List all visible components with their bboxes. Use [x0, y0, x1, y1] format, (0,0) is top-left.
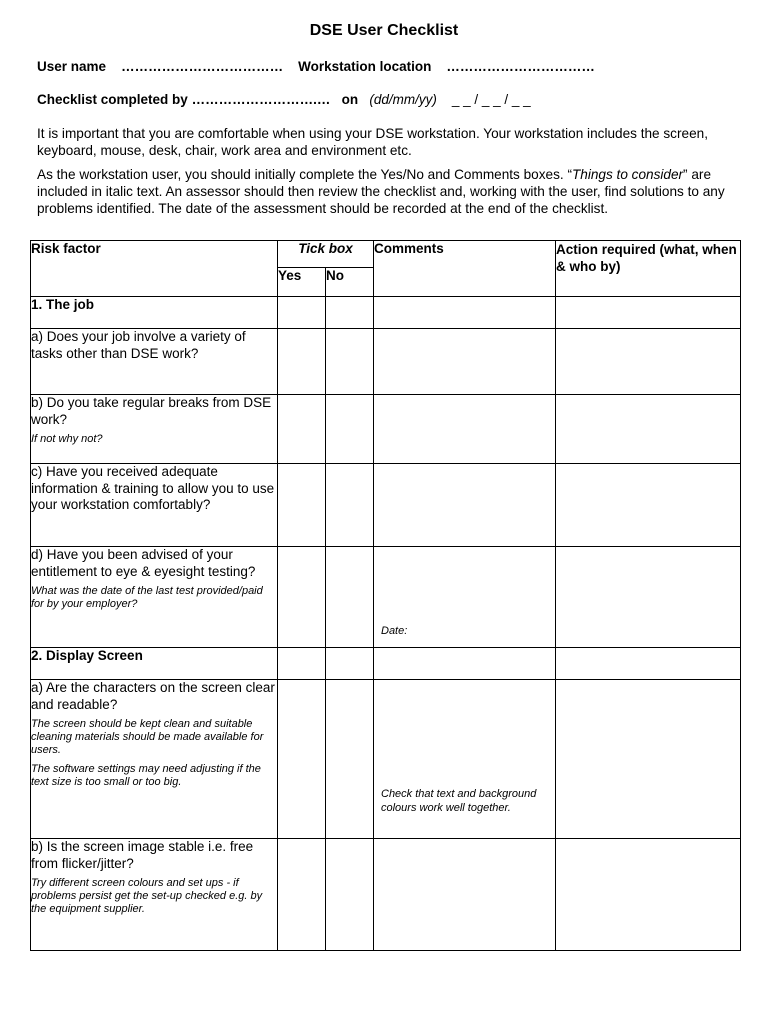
comments-cell[interactable] — [374, 680, 556, 839]
no-cell[interactable] — [326, 464, 374, 547]
question-text: c) Have you received adequate information & training to allow you to use your workstation comfortably? — [31, 464, 278, 547]
action-cell[interactable] — [556, 395, 741, 464]
user-name-field[interactable]: ……………………………… — [121, 59, 284, 74]
table-row — [31, 547, 741, 648]
question-cell — [31, 839, 278, 951]
action-cell[interactable] — [556, 297, 741, 329]
table-row — [31, 329, 741, 395]
table-row — [31, 464, 741, 547]
question-hint: Try different screen colours and set ups - if problems persist get the set-up checked e.g. by the equipment supplier. — [31, 877, 263, 915]
no-cell[interactable] — [326, 680, 374, 839]
header-comments: Comments — [374, 241, 556, 297]
no-cell[interactable] — [326, 297, 374, 329]
table-row — [31, 297, 741, 329]
table-row — [31, 839, 741, 951]
header-action-required: Action required (what, when & who by) — [556, 241, 741, 297]
yes-cell[interactable] — [278, 648, 326, 680]
checklist-table — [30, 240, 741, 951]
header-risk-factor: Risk factor — [31, 241, 278, 297]
workstation-label: Workstation location — [298, 59, 432, 74]
section-heading: 1. The job — [31, 297, 278, 329]
question-cell — [31, 547, 278, 648]
action-cell[interactable] — [556, 839, 741, 951]
table-row — [31, 395, 741, 464]
yes-cell[interactable] — [278, 839, 326, 951]
yes-cell[interactable] — [278, 329, 326, 395]
table-row — [31, 680, 741, 839]
header-tick-box: Tick box — [278, 241, 374, 268]
comments-cell[interactable] — [374, 297, 556, 329]
question-cell — [31, 395, 278, 464]
no-cell[interactable] — [326, 547, 374, 648]
comment-note: Date: — [381, 625, 408, 637]
user-name-label: User name — [37, 59, 107, 74]
page-title: DSE User Checklist — [309, 22, 459, 39]
comments-cell[interactable] — [374, 329, 556, 395]
comments-cell[interactable] — [374, 464, 556, 547]
question-text: b) Do you take regular breaks from DSE work? — [31, 395, 272, 427]
completed-label: Checklist completed by — [37, 92, 188, 107]
yes-cell[interactable] — [278, 680, 326, 839]
no-cell[interactable] — [326, 329, 374, 395]
workstation-field[interactable]: …………………………… — [446, 59, 595, 74]
comments-cell[interactable] — [374, 395, 556, 464]
yes-cell[interactable] — [278, 297, 326, 329]
action-cell[interactable] — [556, 464, 741, 547]
comment-note: Check that text and background colours work well together. — [381, 788, 537, 814]
header-yes: Yes — [278, 268, 326, 297]
question-hint: What was the date of the last test provided/paid for by your employer? — [31, 585, 263, 610]
question-hint: If not why not? — [31, 433, 103, 445]
completed-line — [37, 92, 531, 107]
completed-by-field[interactable]: ……………………….… — [191, 92, 331, 107]
question-cell — [31, 680, 278, 839]
no-cell[interactable] — [326, 648, 374, 680]
comments-cell[interactable] — [374, 547, 556, 648]
question-text: d) Have you been advised of your entitlement to eye & eyesight testing? — [31, 547, 256, 579]
table-row — [31, 648, 741, 680]
action-cell[interactable] — [556, 648, 741, 680]
yes-cell[interactable] — [278, 464, 326, 547]
date-field[interactable]: _ _ / _ _ / _ _ — [451, 92, 531, 107]
user-workstation-line — [37, 59, 595, 74]
comments-cell[interactable] — [374, 839, 556, 951]
on-label: on — [341, 92, 359, 107]
intro-paragraph-2: As the workstation user, you should initially complete the Yes/No and Comments boxes. “Things to consider” are included in italic text. An assessor should then review the checklist and, working with the user, find solutions to any problems identified. The date of the assessment should be recorded at the end of the checklist. — [37, 167, 725, 216]
yes-cell[interactable] — [278, 395, 326, 464]
action-cell[interactable] — [556, 680, 741, 839]
question-text: a) Are the characters on the screen clear and readable? — [31, 680, 275, 712]
section-heading: 2. Display Screen — [31, 648, 278, 680]
question-hint: The software settings may need adjusting if the text size is too small or too big. — [31, 763, 261, 788]
comments-cell[interactable] — [374, 648, 556, 680]
action-cell[interactable] — [556, 547, 741, 648]
intro-paragraph-1: It is important that you are comfortable when using your DSE workstation. Your workstation includes the screen, keyboard, mouse, desk, chair, work area and environment etc. — [37, 126, 708, 158]
date-format-label: (dd/mm/yy) — [369, 92, 437, 107]
yes-cell[interactable] — [278, 547, 326, 648]
question-text: b) Is the screen image stable i.e. free from flicker/jitter? — [31, 839, 254, 871]
header-no: No — [326, 268, 374, 297]
no-cell[interactable] — [326, 395, 374, 464]
action-cell[interactable] — [556, 329, 741, 395]
question-hint: The screen should be kept clean and suitable cleaning materials should be made available for users. — [31, 718, 264, 756]
question-text: a) Does your job involve a variety of tasks other than DSE work? — [31, 329, 278, 395]
no-cell[interactable] — [326, 839, 374, 951]
